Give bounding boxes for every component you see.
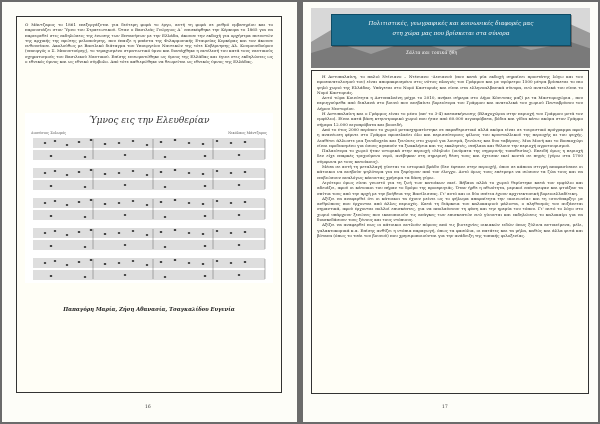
title-header: [311, 8, 590, 68]
paragraph: Η Αστυπαλαίνη, το παλιό Ντίνιανο – Ντένιανο -Δενιανού (που κατά μία εκδοχή σημαίνει προστάτης λόγω και του προσανατολισμού του) είναι απομακρυσμένο στις νότιες πλαγιές του Γράμμου και με υψόμετρο 1500 μέτρα βρίσκεται το πιο ψηλό χωριό της Ελλάδας. Υπάγεται στο Νομό Καστοριάς και είναι στα ελληνοαλβανικά σύνορα, ενώ ανατολικά του είναι το Νομό Καστοριάς.: [317, 74, 583, 95]
title-banner: [331, 14, 571, 46]
paragraph: Μέσα σε αυτή τη μεταλλαγή γίνεται το ιστορικό βράδυ (δεν έφτανε στην περιοχή), όπου σε κάποια στιγμή αποφασίσανε οι κάτοικοι να ανεβούν ψηλότερα για να ξεφύγουν από τον έλεγχο. Αυτό όμως τους επέτρεψε να σώσουν τα ζώα τους και να επιβιώσουν αναλόγως κάνοντας χρήσιμα τα δάση γύρω.: [317, 164, 583, 180]
title-line-2: στη χώρα μας που βρίσκεται στα σύνορα: [392, 31, 510, 37]
paragraph: Λιγότερο όμως είναι γνωστό για τη ζωή των κατοίκων εκεί. Βέβαια αλλά το χωριό θερίστηκε κατά τον εμφύλιο και αδειάζει, αφού οι κάτοικοι του πήραν το δρόμο της προσφυγιάς. Όταν ήρθε η αθωότητα, μερικοί επέστρεψαν και φτιάξαν τα σπίτια τους από την αρχή με την βοήθεια της Βασίλισσας. Γι' αυτό και οι δύο σπίτια έχουν αρχιτεκτονική βορειοελλαδίτικη.: [317, 179, 583, 196]
score-credit-left: Διονύσιος Σολωμός: [31, 131, 67, 135]
page-number: 16: [145, 405, 151, 410]
paragraph: Αυτό τώρα Κοινότητα η Αστυπαλαίνη μέχρι το 2010, ανήκει σήμερα στο Δήμο Κόνιτσας μαζί με τα Μαστοροχώρια , που περιηγούμεθα από διπλανά στο βουνό που ανεβαίνει βορειότερα του Γράμμου και ανατολικά του χωριού Πενταβρύσου του Δήμου Νεστορίου.: [317, 95, 583, 111]
music-staves-illustration: [25, 113, 273, 283]
paragraph: Αξίζει να αναφερθεί πως οι κάτοικοι αντλούν πόρους από τις βιοτεχνίες οικιακών ειδών όπως ξύλινα αντικείμενα, μέλι, γαλακτοκομικά κ.α. Επίσης ανθίζει η ντόπια παραγωγή, όπως τα φασόλια, οι πατάτες και τα μήλα, καθώς και άλλα φυτά και βότανα (όπως το τσάι του βουνού) που χρησιμοποιούνται για την ανάδειξη της τοπικής φιλοξενίας.: [317, 222, 583, 238]
right-page: [303, 2, 598, 422]
left-text-frame: [16, 16, 282, 393]
paragraph: Αξίζει να αναφερθεί ότι οι κάτοικοι τα έχουν μείνει ως το ψήλωμα απαραίτητα την «κοινωνία» και τη «συνύπαρξη» με ανθρώπους που έρχονται από άλλες περιοχές. Κατά τη διάρκεια του καλοκαιριού μάλιστα, ο πληθυσμός του αυξάνεται σημαντικά, αφού έρχονται πολλοί επισκέπτες, για να απολαύσουν τη φύση και την ηρεμία του τόπου. Γι' αυτό το λόγο στο χωριό υπάρχουν ξενώνες που ικανοποιούν τις ανάγκες των επισκεπτών ενώ γίνονται και εκδηλώσεις το καλοκαίρι για να διασκεδάσουν τους ξένους και τους ντόπιους.: [317, 195, 583, 223]
score-title: Ύμνος εις την Ελευθερίαν: [88, 116, 210, 126]
article-body: [317, 74, 583, 238]
score-credit-right: Νικόλαος Μάντζαρος: [228, 131, 267, 135]
paragraph: Παλαιότερα το χωριό ήταν ιστορικά στην περιοχή «Μηλιά» (ονόματα της σημερινής τοποθεσίας). Επειδή όμως η περιοχή δεν είχε επαρκές τρεχούμενο νερό, ανέβηκαν στη σημερινή θέση τους και έχτισαν εκεί κοντά σε πηγές (γύρω στα 1700 σύμφωνα με τους κατοίκους).: [317, 148, 583, 164]
title-line-1: Πολιτιστικές, γεωγραφικές και κοινωνικές διαφορές μας: [368, 21, 534, 27]
left-page: [2, 2, 297, 422]
subtitle: Σάλτα και τοπικά ήθη: [406, 50, 458, 55]
page-number: 17: [442, 405, 448, 410]
left-intro-paragraph: Ο Μάντζαρος το 1861 επεξεργάζεται για δεύτερη φορά το έργο, αυτή τη φορά σε ρυθμό εμβατηρίου και το παρουσιάζει στον Ύμνο του Στρατιωτικού. Όταν ο Βασιλιάς Γεώργιος Α΄ επισκέφθηκε την Κέρκυρα το 1865 για να παρευρεθεί στις εκδηλώσεις της ένωσης των Επτανήσων με την Ελλάδα, άκουσε την εκδοχή για ορχήστρα πνευστών της αρχικής της πρώτης μελοποίησης, που έπαιξε η μπάντα της Φιλαρμονικής Εταιρείας Κερκύρας και τον άκουσε ενθουσίασε. Ακολούθως με Βασιλικό διάταγμα του Υπουργείου Ναυτικών της τότε Κυβέρνησης Αλ. Κουμουνδούρου (υπουργός ο Σ. Μπουντούρης), το τεμαχισμένο στρατιωτικό ύμνο και διατάχθηκε η εκτέλεσή του κατά τους ναυτικούς σχηματισμούς του Βασιλικού Ναυτικού. Επίσης ενσωματώθηκε ως ύμνος της Ελλάδας και έγινε στις εκδηλώσεις ως ο εθνικός ύμνος και ως εθνικό σύμβολο. Από τότε καθιερώθηκε να θεωρείται ως εθνικός ύμνος της Ελλάδας.: [25, 22, 273, 65]
right-text-frame: [311, 70, 589, 394]
authors-caption: Παπαγόρη Μαρία, Ζήση Αθανασία, Τσαγκαλίδου Ευγενία: [63, 307, 235, 313]
music-score-image: [25, 113, 273, 283]
paragraph: Η Αστυπαλαίνη και ο Γράμμος είναι το μέσο (απ' το 3-4) κατασκήνωσης (Βλαχοχώρια στην περιοχή του Γράμμου μετά τον εμφύλιο). Είναι κατά βάση κτηνοτροφικό χωριό που ήταν από 60.000 αιγοπρόβατα, βόδια και γίδια κάτω ακόμα στον Γράμμο σήμερα 12.000 αιγοπρόβατα και βοοειδή.: [317, 111, 583, 127]
paragraph: Από το έτος 2000 περίπου το χωριό μετασχηματίστηκε σε παραθεριστικό αλλά ακόμα είναι σε τουριστικό πρόγραμμα αφού η ανανέωση φέρνει στο Γράμμο προσελκύει όλο και περισσότερους φίλους του κρυσταλλικού της περιοχής κι του ψυχής. Διαθέτει άλλωστε μια ξενοδοχεία και ξενώνες στο χωριό για λουτρά, ξενώνες και δυο ταβέρνες. Μια Μονή και το Βοσκοχώρι είναι εφοδιασμένο για όσους αγαπούν τα ξωκκλήσια και τις εκκλησιές, σπήλαια και θέλουν την περιοχή αγροτουρισμού.: [317, 126, 583, 148]
